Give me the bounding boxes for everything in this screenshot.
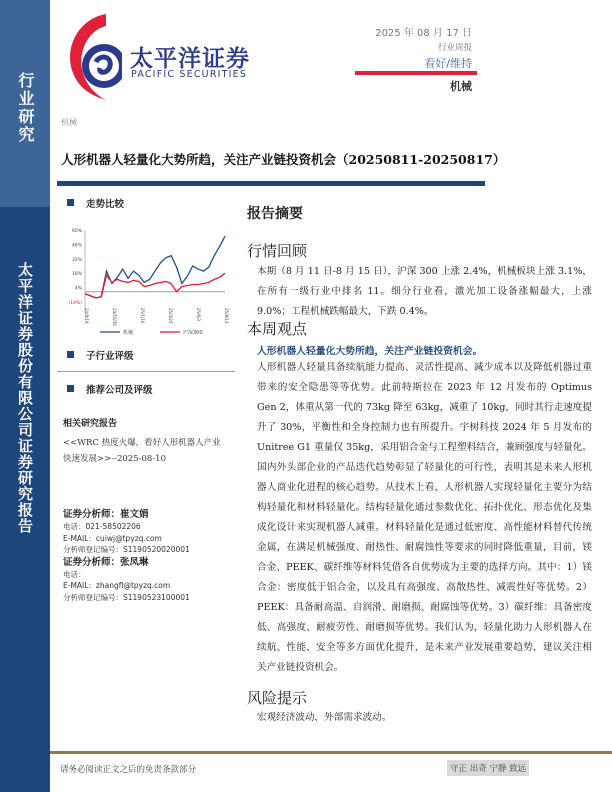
trend-chart (55, 222, 235, 347)
series-line-0 (85, 236, 225, 298)
view-text: 人形机器人轻量具备续航能力提高、灵活性提高、减少成本以及降低机器过重带来的安全隐患等等优势。此前特斯拉在 2023 年 12 月发布的 Optimus Gen 2，体重从第一代的 73kg 降至 63kg，减重了 10kg，同时其行走速度提升了 30%，平衡性和全身控制力也有所提升。宇树科技 2024 年 5 月发布的 Unitree G1 重量仅 35kg，采用铝合金与工程塑料结合，兼顾强度与轻量化。国内外头部企业的产品迭代趋势彰显了轻量化的可行性，表明其是未来人形机器人商业化进程的核心趋势。从技术上看，人形机器人实现轻量化主要分为结构轻量化和材料轻量化。结构轻量化通过参数优化、拓扑优化、形态优化及集成化设计来实现机器人减重。材料轻量化是通过低密度、高性能材料替代传统金属，在满足机械强度、耐热性、耐腐蚀性等要求的同时降低重量，目前，镁合金、PEEK、碳纤维等材料凭借各自优势成为主要的选择方向。其中：1）镁合金：密度低于铝合金，以及具有高强度、高散热性、减震性好等优势。2）PEEK：具备耐高温、自润滑、耐磨损、耐腐蚀等优势。3）碳纤维：具备密度低、高强度、耐疲劳性、耐磨损等优势。我们认为，轻量化助力人形机器人在续航、性能、安全等多方面优化提升，是未来产业发展重要趋势，建议关注相关产业链投资机会。 (257, 362, 592, 673)
related-reports-heading: 相关研究报告 (63, 419, 118, 429)
analyst-email[interactable]: E-MAIL：cuiwj@tpyzq.com (63, 533, 162, 543)
sub-rating-heading: 子行业评级 (86, 351, 134, 362)
trend-heading: 走势比较 (86, 199, 125, 210)
x-tick-label: 25/1/10 (140, 308, 145, 324)
analyst-cert: 分析师登记编号：S1190520020001 (63, 545, 190, 554)
sidebar-company-label: 太平洋证券股份有限公司证券研究报告 (16, 262, 34, 534)
brand-name-en: PACIFIC SECURITIES (131, 69, 248, 80)
x-tick-label: 25/3/23 (168, 308, 173, 324)
section-divider (57, 371, 235, 372)
x-tick-label: 24/8/19 (84, 308, 89, 324)
y-tick-label: 18% (71, 272, 82, 278)
report-date: 2025 年 08 月 17 日 (375, 28, 472, 39)
bullet-icon (67, 351, 74, 358)
view-heading: 本周观点 (247, 320, 308, 338)
footer-divider (50, 751, 612, 754)
analyst-name: 证券分析师：张凤琳 (63, 556, 149, 568)
y-tick-label: 60% (71, 229, 82, 234)
x-tick-label: 24/10/30 (112, 308, 117, 326)
industry-name: 机械 (450, 80, 472, 93)
industry-rating: 看好/维持 (424, 57, 472, 70)
page-title: 人形机器人轻量化大势所趋，关注产业链投资机会（20250811-20250817） (61, 152, 506, 167)
y-tick-label: 46% (71, 243, 82, 249)
brand-name-cn: 太平洋证券 (130, 46, 250, 72)
risk-heading: 风险提示 (247, 689, 308, 707)
risk-text: 宏观经济波动，外部需求波动。 (257, 712, 392, 723)
series-line-1 (85, 273, 225, 298)
header-divider (355, 71, 477, 75)
title-divider (57, 181, 485, 186)
summary-heading: 报告摘要 (247, 206, 303, 222)
analyst-name: 证券分析师：崔文娟 (63, 509, 149, 520)
review-text: 本期（8 月 11 日-8 月 15 日），沪深 300 上涨 2.4%，机械板块上涨 3.1%，在所有一级行业中排名 11。细分行业看，激光加工设备涨幅最大，上涨 9.0%；工程机械跌幅最大，下跌 0.4%。 (257, 266, 592, 317)
legend-label: 机械 (123, 330, 134, 336)
analyst-phone: 电话：021-58502206 (63, 522, 141, 531)
sidebar-section-label: 行业研究 (16, 72, 35, 144)
recommend-heading: 推荐公司及评级 (86, 385, 153, 396)
breadcrumb: 机械 (61, 118, 77, 127)
footer-disclaimer: 请务必阅读正文之后的免责条款部分 (60, 765, 197, 775)
analyst-block (63, 508, 238, 603)
y-tick-label: (10%) (68, 301, 82, 306)
y-tick-label: 32% (71, 257, 82, 263)
legend-label: 沪深300 (183, 330, 203, 336)
x-tick-label: 25/8/14 (224, 308, 229, 324)
bullet-icon (67, 199, 74, 206)
bullet-icon (67, 385, 74, 392)
report-type: 行业周报 (437, 43, 472, 53)
analyst-cert: 分析师登记编号：S1190523100001 (63, 592, 190, 602)
x-tick-label: 25/6/3 (196, 308, 201, 321)
view-lead: 人形机器人轻量化大势所趋，关注产业链投资机会。 (257, 346, 483, 357)
analyst-phone: 电话： (63, 569, 86, 579)
analyst-email[interactable]: E-MAIL：zhangfl@tpyzq.com (63, 581, 171, 590)
logo-icon (62, 12, 122, 102)
y-tick-label: 4% (74, 286, 82, 292)
footer-motto: 守正 出奇 宁静 致远 (447, 760, 529, 776)
related-report-link[interactable]: <<WRC 热度火爆，看好人形机器人产业快速发展>>--2025-08-10 (63, 438, 221, 464)
review-heading: 行情回顾 (247, 242, 308, 260)
